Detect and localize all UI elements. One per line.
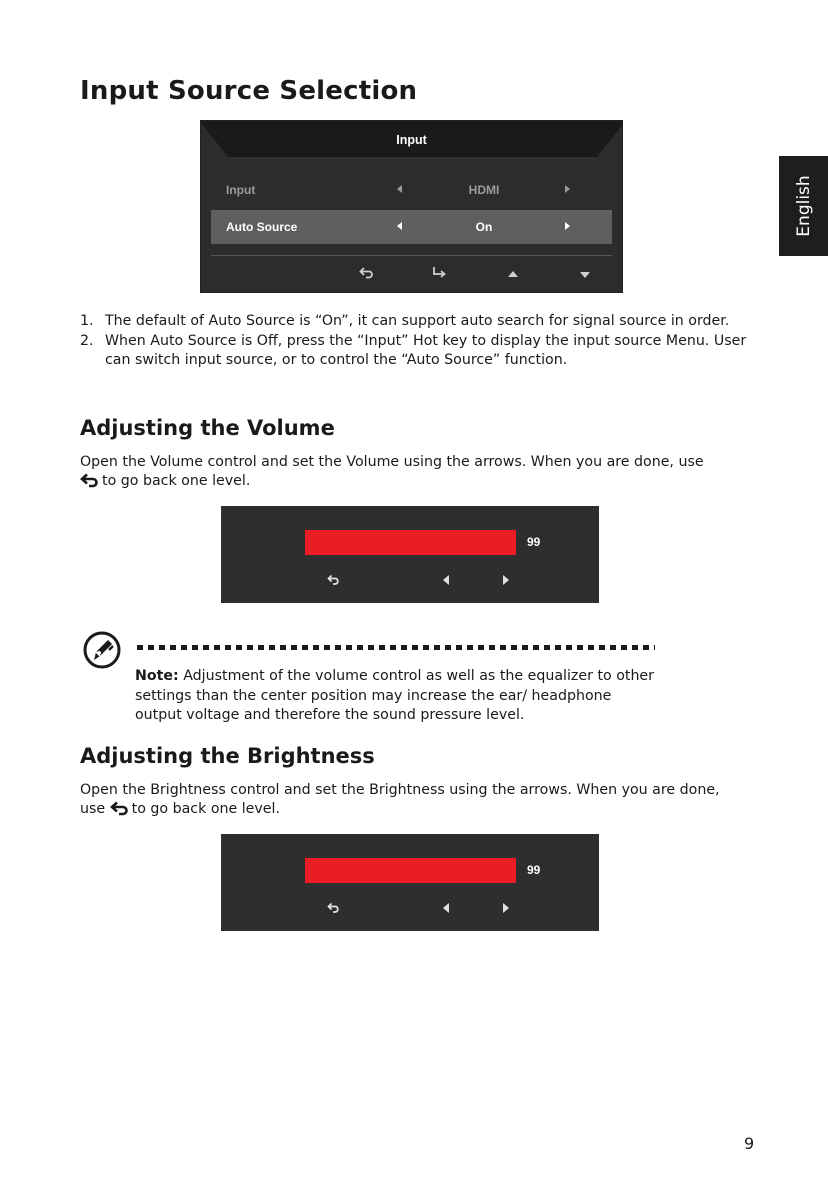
back-icon[interactable] bbox=[327, 574, 341, 586]
osd-divider bbox=[211, 255, 612, 256]
page-number: 9 bbox=[744, 1134, 755, 1153]
list-item-number: 1. bbox=[80, 313, 94, 329]
arrow-right-icon[interactable] bbox=[502, 902, 510, 914]
osd-row-label: Input bbox=[226, 183, 256, 197]
language-tab bbox=[779, 156, 828, 256]
volume-text-after: to go back one level. bbox=[102, 473, 251, 489]
brightness-paragraph bbox=[80, 781, 720, 819]
volume-text-before: Open the Volume control and set the Volume using the arrows. When you are done, use bbox=[80, 454, 704, 470]
enter-icon[interactable] bbox=[431, 266, 447, 280]
arrow-left-icon[interactable] bbox=[397, 222, 402, 230]
brightness-value: 99 bbox=[527, 863, 541, 877]
volume-paragraph bbox=[80, 453, 760, 491]
back-icon[interactable] bbox=[359, 266, 375, 280]
arrow-left-icon[interactable] bbox=[442, 902, 450, 914]
brightness-text-after: to go back one level. bbox=[131, 801, 280, 817]
list-item-text: The default of Auto Source is “On”, it can support auto search for signal source in order. bbox=[105, 313, 730, 329]
note-divider bbox=[137, 645, 655, 650]
input-notes-list bbox=[80, 312, 770, 371]
brightness-text-before: Open the Brightness control and set the Brightness using the arrows. When you are done, use bbox=[80, 782, 720, 817]
osd-title: Input bbox=[396, 133, 427, 147]
osd-row-input[interactable] bbox=[211, 173, 612, 207]
list-item-number: 2. bbox=[80, 332, 94, 349]
language-tab-label: English bbox=[793, 175, 814, 237]
osd-row-value: On bbox=[475, 220, 493, 234]
note-block bbox=[135, 667, 655, 726]
arrow-left-icon[interactable] bbox=[397, 185, 402, 193]
volume-level-bar[interactable] bbox=[305, 530, 516, 555]
note-text: Adjustment of the volume control as well as the equalizer to other settings than the center position may increase the ear/ headphone output voltage and therefore the sound pressure level. bbox=[135, 668, 654, 723]
arrow-right-icon[interactable] bbox=[565, 222, 570, 230]
arrow-up-icon[interactable] bbox=[507, 270, 519, 278]
list-item-text: When Auto Source is Off, press the “Input” Hot key to display the input source Menu. User can switch input source, or to control the “Auto Source” function. bbox=[105, 332, 747, 368]
list-item bbox=[80, 312, 770, 332]
volume-section-title: Adjusting the Volume bbox=[80, 416, 335, 440]
input-section-title: Input Source Selection bbox=[80, 76, 418, 106]
input-osd-menu bbox=[200, 120, 623, 293]
brightness-level-bar[interactable] bbox=[305, 858, 516, 883]
volume-value: 99 bbox=[527, 535, 541, 549]
arrow-right-icon[interactable] bbox=[502, 574, 510, 586]
osd-row-label: Auto Source bbox=[226, 220, 298, 234]
back-icon bbox=[80, 473, 100, 488]
list-item bbox=[80, 332, 770, 371]
arrow-down-icon[interactable] bbox=[579, 271, 591, 279]
osd-row-auto-source[interactable] bbox=[211, 210, 612, 244]
arrow-left-icon[interactable] bbox=[442, 574, 450, 586]
brightness-osd-slider bbox=[221, 834, 599, 931]
volume-osd-slider bbox=[221, 506, 599, 603]
back-icon[interactable] bbox=[327, 902, 341, 914]
osd-row-value: HDMI bbox=[468, 183, 500, 197]
brightness-section-title: Adjusting the Brightness bbox=[80, 744, 375, 768]
note-label: Note: bbox=[135, 668, 179, 684]
note-pen-icon bbox=[82, 630, 122, 670]
arrow-right-icon[interactable] bbox=[565, 185, 570, 193]
back-icon bbox=[110, 801, 130, 816]
